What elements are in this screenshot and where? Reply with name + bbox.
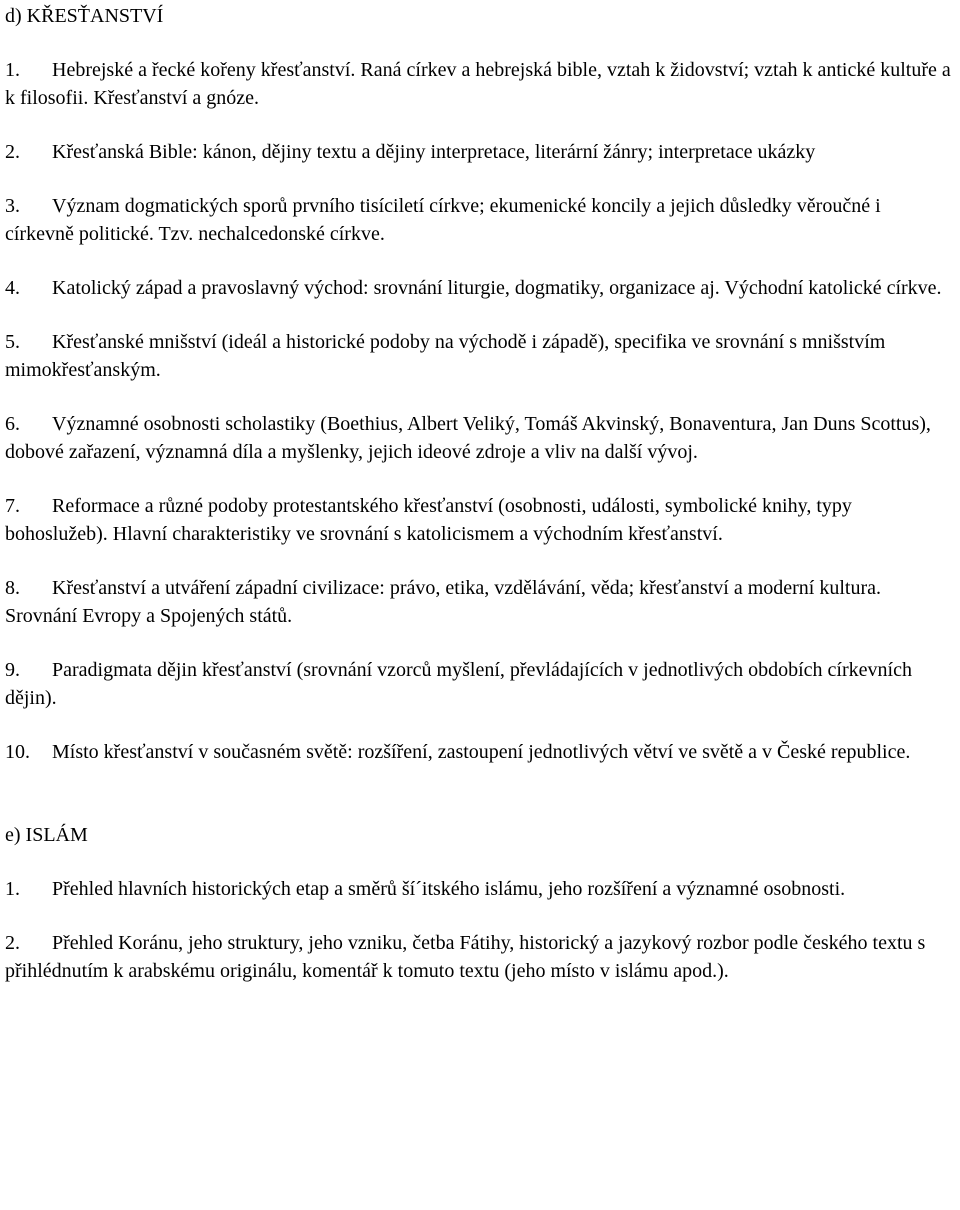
item-number: 3. [5,195,20,217]
item-text: Reformace a různé podoby protestantského křesťanství (osobnosti, události, symbolické knihy, typy bohoslužeb). Hlavní charakteristiky ve srovnání s katolicismem a východním křesťanství. [5,495,852,545]
item-text: Přehled hlavních historických etap a směrů ší´itského islámu, jeho rozšíření a významné osobnosti. [52,878,846,900]
item-text: Místo křesťanství v současném světě: rozšíření, zastoupení jednotlivých větví ve světě a v České republice. [52,741,911,763]
item-text: Významné osobnosti scholastiky (Boethius, Albert Veliký, Tomáš Akvinský, Bonaventura, Jan Duns Scottus), dobové zařazení, významná díla a myšlenky, jejich ideové zdroje a vliv na další vývoj. [5,413,931,463]
list-item [5,410,954,466]
item-number: 5. [5,331,20,353]
list-item [5,192,954,248]
list-item [5,138,954,166]
item-text: Paradigmata dějin křesťanství (srovnání vzorců myšlení, převládajících v jednotlivých obdobích církevních dějin). [5,659,912,709]
list-item [5,929,954,985]
list-item [5,56,954,112]
item-text: Křesťanská Bible: kánon, dějiny textu a dějiny interpretace, literární žánry; interpretace ukázky [52,141,816,163]
list-item [5,274,954,302]
list-item [5,738,954,766]
list-item [5,656,954,712]
item-number: 6. [5,413,20,435]
list-item [5,875,954,903]
item-text: Křesťanství a utváření západní civilizace: právo, etika, vzdělávání, věda; křesťanství a moderní kultura. Srovnání Evropy a Spojených států. [5,577,881,627]
item-text: Hebrejské a řecké kořeny křesťanství. Raná církev a hebrejská bible, vztah k židovství; vztah k antické kultuře a k filosofii. Křesťanství a gnóze. [5,59,951,109]
item-number: 9. [5,659,20,681]
list-item [5,328,954,384]
item-number: 8. [5,577,20,599]
item-text: Křesťanské mnišství (ideál a historické podoby na východě i západě), specifika ve srovnání s mnišstvím mimokřesťanským. [5,331,886,381]
item-number: 1. [5,878,20,900]
item-number: 2. [5,141,20,163]
section-heading-christianity: d) KŘESŤANSTVÍ [5,5,164,27]
section-heading-islam: e) ISLÁM [5,824,88,846]
item-text: Katolický západ a pravoslavný východ: srovnání liturgie, dogmatiky, organizace aj. Východní katolické církve. [52,277,942,299]
item-number: 7. [5,495,20,517]
item-text: Přehled Koránu, jeho struktury, jeho vzniku, četba Fátihy, historický a jazykový rozbor podle českého textu s přihlédnutím k arabskému originálu, komentář k tomuto textu (jeho místo v islámu apod.). [5,932,926,982]
list-item [5,574,954,630]
item-number: 4. [5,277,20,299]
item-number: 10. [5,741,30,763]
list-item [5,492,954,548]
item-number: 1. [5,59,20,81]
item-text: Význam dogmatických sporů prvního tisíciletí církve; ekumenické koncily a jejich důsledky věroučné i církevně politické. Tzv. nechalcedonské církve. [5,195,881,245]
item-number: 2. [5,932,20,954]
